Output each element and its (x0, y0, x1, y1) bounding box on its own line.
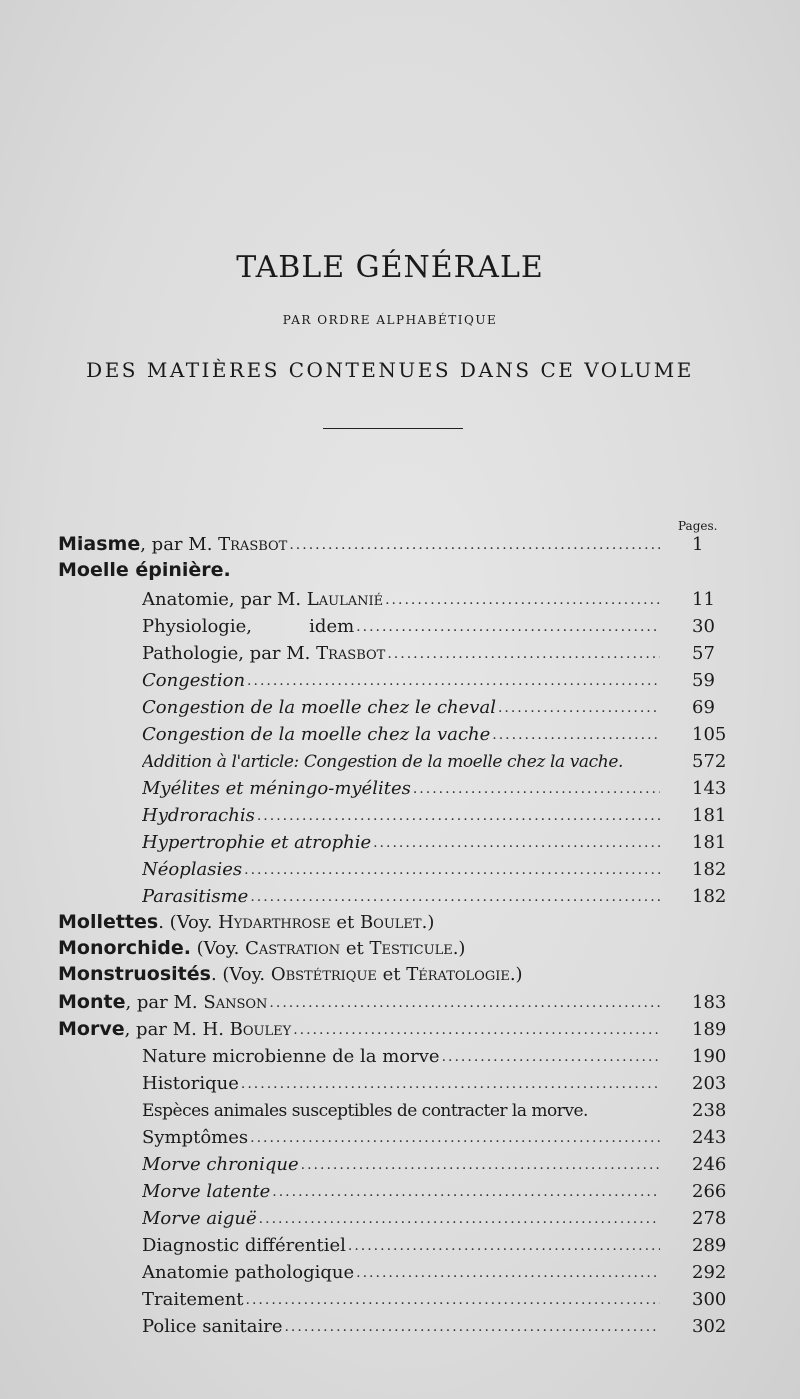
toc-page-number: 183 (692, 992, 727, 1013)
toc-row (0, 720, 800, 746)
toc-text: Diagnostic différentiel (142, 1235, 346, 1256)
toc-entry (142, 670, 660, 692)
leader-dots (293, 1019, 660, 1041)
toc-row (0, 960, 800, 986)
toc-entry (142, 832, 660, 854)
toc-row (0, 1096, 800, 1122)
toc-text: Néoplasies (142, 859, 243, 880)
toc-page-number: 203 (692, 1073, 727, 1094)
leader-dots (413, 778, 660, 800)
toc-entry (142, 1235, 660, 1257)
toc-text: Symptômes (142, 1127, 249, 1148)
toc-text: et (376, 964, 407, 985)
leader-dots (492, 724, 660, 746)
toc-entry (58, 1018, 660, 1041)
leader-dots (246, 1289, 660, 1311)
toc-entry (142, 751, 682, 773)
toc-heading: Moelle épinière. (58, 559, 231, 581)
toc-author: Trasbot (316, 643, 386, 664)
toc-row (0, 556, 800, 582)
toc-cross-ref: Boulet (359, 912, 422, 933)
toc-page-number: 181 (692, 805, 727, 826)
toc-entry (58, 533, 660, 556)
page-subtitle-2: DES MATIÈRES CONTENUES DANS CE VOLUME (86, 358, 694, 382)
toc-page-number: 572 (692, 751, 727, 772)
toc-row (0, 1015, 800, 1041)
toc-row (0, 1177, 800, 1203)
leader-dots (250, 1127, 660, 1149)
toc-heading: Miasme (58, 533, 141, 555)
toc-heading: Mollettes (58, 911, 159, 933)
toc-row (0, 1231, 800, 1257)
leader-dots (373, 832, 660, 854)
toc-entry (142, 1073, 660, 1095)
toc-entry (142, 724, 660, 746)
toc-text: Anatomie, par M. (142, 589, 307, 610)
toc-row (0, 693, 800, 719)
toc-author: Sanson (203, 992, 268, 1013)
title-rule (323, 428, 463, 429)
toc-text: .) (509, 964, 523, 985)
toc-row (0, 988, 800, 1014)
toc-entry (142, 1289, 660, 1311)
toc-row (0, 747, 800, 773)
toc-text: Addition à l'article: Congestion de la moelle chez la vache. (142, 752, 623, 772)
toc-heading: Monorchide. (58, 937, 191, 959)
leader-dots (301, 1154, 660, 1176)
toc-row (0, 1042, 800, 1068)
toc-entry (58, 911, 778, 934)
leader-dots (385, 589, 660, 611)
toc-entry (142, 1100, 682, 1122)
leader-dots (241, 1073, 660, 1095)
toc-cross-ref: Testicule (369, 938, 453, 959)
leader-dots (284, 1316, 660, 1338)
toc-row (0, 1150, 800, 1176)
toc-page-number: 181 (692, 832, 727, 853)
toc-text: et (330, 912, 360, 933)
toc-heading: Monte (58, 991, 126, 1013)
toc-entry (142, 616, 660, 638)
toc-text: et (340, 938, 370, 959)
toc-page-number: 243 (692, 1127, 727, 1148)
toc-row (0, 934, 800, 960)
toc-page-number: 11 (692, 589, 715, 610)
toc-page-number: 190 (692, 1046, 727, 1067)
toc-page-number: 246 (692, 1154, 727, 1175)
toc-cross-ref: Hydarthrose (218, 912, 331, 933)
toc-entry (142, 886, 660, 908)
toc-heading: Morve (58, 1018, 125, 1040)
toc-entry (142, 778, 660, 800)
toc-page-number: 292 (692, 1262, 727, 1283)
toc-row (0, 585, 800, 611)
toc-page-number: 238 (692, 1100, 727, 1121)
leader-dots (498, 697, 660, 719)
toc-heading: Monstruosités (58, 963, 211, 985)
toc-row (0, 855, 800, 881)
pages-column-header: Pages. (678, 519, 718, 533)
toc-entry (142, 1127, 660, 1149)
toc-page-number: 300 (692, 1289, 727, 1310)
toc-row (0, 1312, 800, 1338)
toc-text: Morve latente (142, 1181, 271, 1202)
toc-cross-ref: Castration (245, 938, 341, 959)
page-title: TABLE GÉNÉRALE (236, 250, 544, 285)
toc-text: Parasitisme (142, 886, 249, 907)
toc-text: .) (452, 938, 466, 959)
toc-row (0, 1123, 800, 1149)
toc-entry (58, 937, 778, 960)
toc-text: (Voy. (190, 938, 246, 959)
toc-page-number: 182 (692, 859, 727, 880)
leader-dots (250, 886, 660, 908)
leader-dots (244, 859, 660, 881)
toc-text: Nature microbienne de la morve (142, 1046, 440, 1067)
toc-entry (142, 1154, 660, 1176)
toc-text: Anatomie pathologique (142, 1262, 355, 1283)
toc-page-number: 69 (692, 697, 715, 718)
toc-page-number: 289 (692, 1235, 727, 1256)
toc-page-number: 105 (692, 724, 727, 745)
leader-dots (259, 1208, 660, 1230)
toc-entry (142, 859, 660, 881)
toc-text: Physiologie, idem (142, 616, 355, 637)
leader-dots (272, 1181, 660, 1203)
toc-row (0, 1069, 800, 1095)
toc-text: Police sanitaire (142, 1316, 283, 1337)
toc-author: Trasbot (218, 534, 288, 555)
toc-text: Hydrorachis (142, 805, 255, 826)
leader-dots (356, 1262, 660, 1284)
leader-dots (289, 534, 660, 556)
toc-row (0, 612, 800, 638)
toc-text: , par M. H. (124, 1019, 230, 1040)
toc-row (0, 908, 800, 934)
toc-page-number: 30 (692, 616, 715, 637)
toc-cross-ref: Obstétrique (270, 964, 377, 985)
toc-entry (142, 1262, 660, 1284)
toc-text: Espèces animales susceptibles de contracter la morve. (142, 1101, 588, 1121)
toc-entry (142, 1181, 660, 1203)
page-subtitle: PAR ORDRE ALPHABÉTIQUE (282, 313, 498, 327)
toc-page-number: 57 (692, 643, 715, 664)
toc-page-number: 182 (692, 886, 727, 907)
toc-entry (142, 589, 660, 611)
toc-entry (142, 805, 660, 827)
toc-entry (142, 1316, 660, 1338)
toc-text: Hypertrophie et atrophie (142, 832, 372, 853)
toc-entry (58, 991, 660, 1014)
leader-dots (269, 992, 660, 1014)
toc-row (0, 1204, 800, 1230)
toc-cross-ref: Tératologie (406, 964, 510, 985)
toc-entry (142, 697, 660, 719)
leader-dots (442, 1046, 660, 1068)
toc-row (0, 801, 800, 827)
toc-entry (58, 559, 778, 582)
toc-text: .) (421, 912, 435, 933)
toc-page-number: 59 (692, 670, 715, 691)
toc-row (0, 1258, 800, 1284)
toc-text: Morve chronique (142, 1154, 299, 1175)
toc-text: Congestion de la moelle chez le cheval (142, 697, 496, 718)
toc-text: Congestion (142, 670, 246, 691)
toc-entry (58, 963, 778, 986)
toc-row (0, 639, 800, 665)
toc-row (0, 828, 800, 854)
toc-row (0, 530, 800, 556)
toc-text: , par M. (125, 992, 204, 1013)
toc-row (0, 882, 800, 908)
toc-row (0, 666, 800, 692)
toc-text: Pathologie, par M. (142, 643, 317, 664)
toc-page-number: 266 (692, 1181, 727, 1202)
toc-text: , par M. (140, 534, 219, 555)
leader-dots (387, 643, 660, 665)
leader-dots (257, 805, 660, 827)
toc-entry (142, 1046, 660, 1068)
toc-page-number: 189 (692, 1019, 727, 1040)
toc-text: Congestion de la moelle chez la vache (142, 724, 491, 745)
toc-page-number: 143 (692, 778, 727, 799)
toc-author: Laulanié (306, 589, 384, 610)
toc-entry (142, 1208, 660, 1230)
toc-row (0, 1285, 800, 1311)
toc-text: Historique (142, 1073, 239, 1094)
toc-text: Morve aiguë (142, 1208, 257, 1229)
leader-dots (348, 1235, 660, 1257)
leader-dots (247, 670, 660, 692)
toc-text: . (Voy. (210, 964, 271, 985)
leader-dots (356, 616, 660, 638)
toc-text: Traitement (142, 1289, 244, 1310)
toc-page-number: 278 (692, 1208, 727, 1229)
toc-page-number: 1 (692, 534, 704, 555)
toc-text: Myélites et méningo-myélites (142, 778, 411, 799)
toc-entry (142, 643, 660, 665)
toc-row (0, 774, 800, 800)
toc-page-number: 302 (692, 1316, 727, 1337)
toc-author: Bouley (229, 1019, 292, 1040)
toc-text: . (Voy. (158, 912, 219, 933)
